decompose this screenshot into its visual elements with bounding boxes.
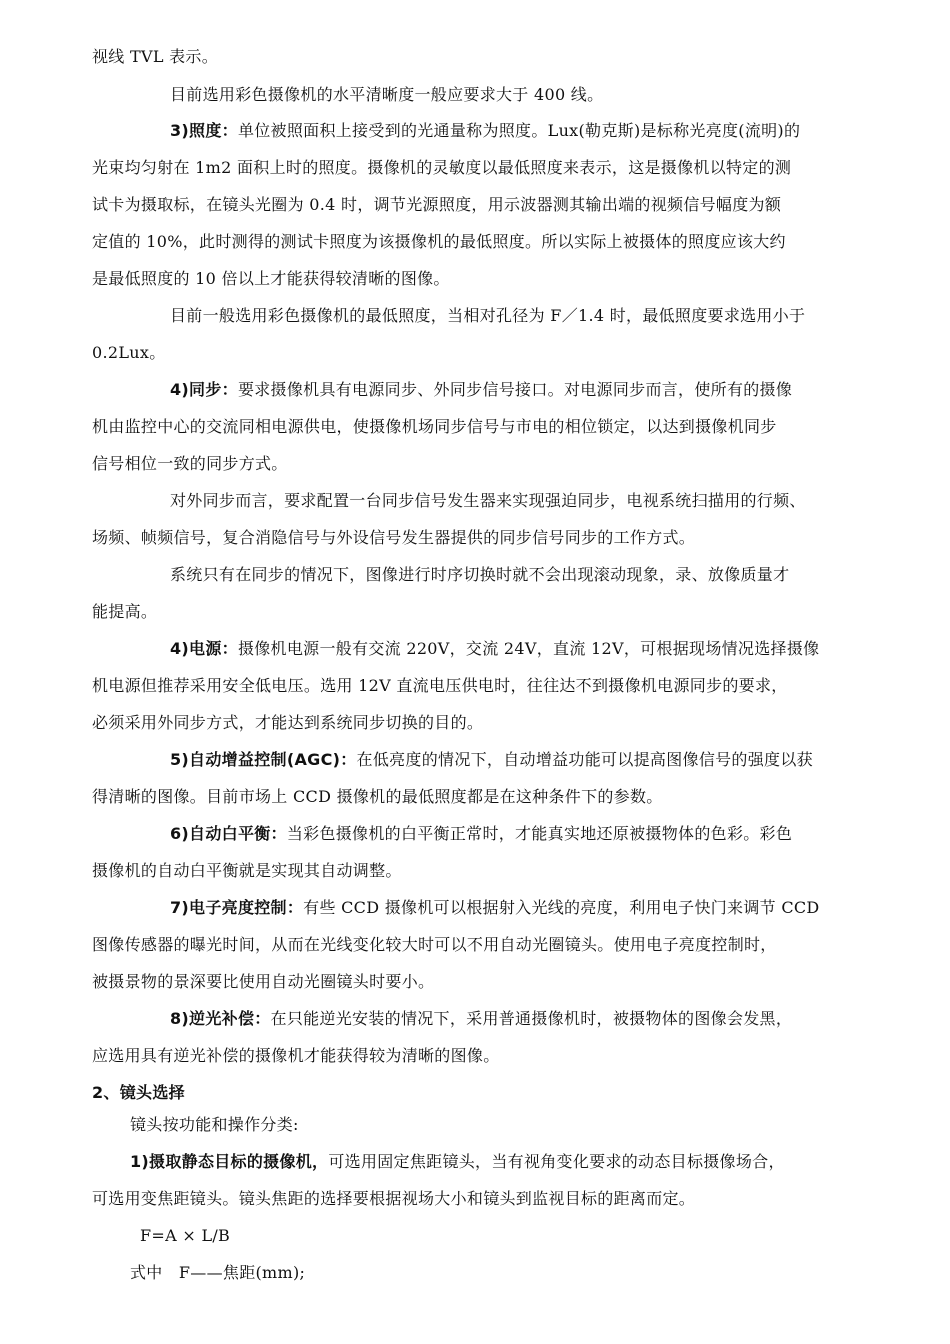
paragraph-line: 对外同步而言，要求配置一台同步信号发生器来实现强迫同步，电视系统扫描用的行频、 xyxy=(170,491,806,510)
paragraph-line: 视线 TVL 表示。 xyxy=(92,47,219,66)
paragraph-line: 被摄景物的景深要比使用自动光圈镜头时要小。 xyxy=(92,972,435,991)
paragraph-line xyxy=(130,1152,785,1172)
section-label-backlight: 8)逆光补偿： xyxy=(170,1009,271,1028)
paragraph-line: 试卡为摄取标，在镜头光圈为 0.4 时，调节光源照度，用示波器测其输出端的视频信号幅度为额 xyxy=(92,195,782,214)
paragraph-line xyxy=(170,824,792,844)
paragraph-line: 系统只有在同步的情况下，图像进行时序切换时就不会出现滚动现象，录、放像质量才 xyxy=(170,565,790,584)
paragraph-line: 必须采用外同步方式，才能达到系统同步切换的目的。 xyxy=(92,713,484,732)
section-label-illuminance: 3)照度： xyxy=(170,121,238,140)
paragraph-line: 场频、帧频信号，复合消隐信号与外设信号发生器提供的同步信号同步的工作方式。 xyxy=(92,528,696,547)
paragraph-line xyxy=(170,380,792,400)
paragraph-line: 图像传感器的曝光时间，从而在光线变化较大时可以不用自动光圈镜头。使用电子亮度控制时， xyxy=(92,935,777,954)
section-label-agc: 5)自动增益控制(AGC)： xyxy=(170,750,357,769)
paragraph-line: 可选用变焦距镜头。镜头焦距的选择要根据视场大小和镜头到监视目标的距离而定。 xyxy=(92,1189,696,1208)
paragraph-line: 光束均匀射在 1m2 面积上时的照度。摄像机的灵敏度以最低照度来表示，这是摄像机以特定的测 xyxy=(92,158,792,177)
paragraph-line: 0.2Lux。 xyxy=(92,343,166,362)
paragraph-text: 当彩色摄像机的白平衡正常时，才能真实地还原被摄物体的色彩。彩色 xyxy=(286,824,793,843)
paragraph-text: 单位被照面积上接受到的光通量称为照度。Lux(勒克斯)是标称光亮度(流明)的 xyxy=(237,121,801,140)
paragraph-line xyxy=(170,750,813,770)
paragraph-text: 在只能逆光安装的情况下，采用普通摄像机时，被摄物体的图像会发黑， xyxy=(270,1009,793,1028)
paragraph-line xyxy=(170,898,820,918)
section-label-power: 4)电源： xyxy=(170,639,238,658)
paragraph-text: 要求摄像机具有电源同步、外同步信号接口。对电源同步而言，使所有的摄像 xyxy=(237,380,793,399)
paragraph-line xyxy=(170,639,819,659)
paragraph-line: 镜头按功能和操作分类: xyxy=(130,1115,299,1134)
paragraph-line: 机电源但推荐采用安全低电压。选用 12V 直流电压供电时，往往达不到摄像机电源同步的要求， xyxy=(92,676,788,695)
paragraph-line: 信号相位一致的同步方式。 xyxy=(92,454,288,473)
paragraph-text: 有些 CCD 摄像机可以根据射入光线的亮度，利用电子快门来调节 CCD xyxy=(303,898,820,917)
formula: F=A × L/B xyxy=(140,1226,231,1245)
paragraph-line: 应选用具有逆光补偿的摄像机才能获得较为清晰的图像。 xyxy=(92,1046,500,1065)
paragraph-text: 在低亮度的情况下，自动增益功能可以提高图像信号的强度以获 xyxy=(356,750,813,769)
section-label-brightness: 7)电子亮度控制： xyxy=(170,898,304,917)
paragraph-line: 定值的 10%，此时测得的测试卡照度为该摄像机的最低照度。所以实际上被摄体的照度应该大约 xyxy=(92,232,786,251)
paragraph-line xyxy=(170,1009,792,1029)
paragraph-line: 得清晰的图像。目前市场上 CCD 摄像机的最低照度都是在这种条件下的参数。 xyxy=(92,787,663,806)
paragraph-text: 可选用固定焦距镜头，当有视角变化要求的动态目标摄像场合， xyxy=(328,1152,785,1171)
paragraph-line: 目前一般选用彩色摄像机的最低照度，当相对孔径为 F／1.4 时，最低照度要求选用小于 xyxy=(170,306,806,325)
section-label-sync: 4)同步： xyxy=(170,380,238,399)
paragraph-line xyxy=(170,121,800,141)
paragraph-line: 目前选用彩色摄像机的水平清晰度一般应要求大于 400 线。 xyxy=(170,85,604,104)
section-label-static-camera: 1)摄取静态目标的摄像机， xyxy=(130,1152,329,1171)
paragraph-line: 是最低照度的 10 倍以上才能获得较清晰的图像。 xyxy=(92,269,450,288)
paragraph-text: 摄像机电源一般有交流 220V，交流 24V，直流 12V，可根据现场情况选择摄像 xyxy=(237,639,820,658)
paragraph-line: 摄像机的自动白平衡就是实现其自动调整。 xyxy=(92,861,402,880)
paragraph-line: 能提高。 xyxy=(92,602,158,621)
formula-legend: 式中 F——焦距(mm); xyxy=(130,1263,306,1282)
paragraph-line: 机由监控中心的交流同相电源供电，使摄像机场同步信号与市电的相位锁定，以达到摄像机同步 xyxy=(92,417,777,436)
section-heading-lens: 2、镜头选择 xyxy=(92,1083,185,1102)
section-label-awb: 6)自动白平衡： xyxy=(170,824,287,843)
